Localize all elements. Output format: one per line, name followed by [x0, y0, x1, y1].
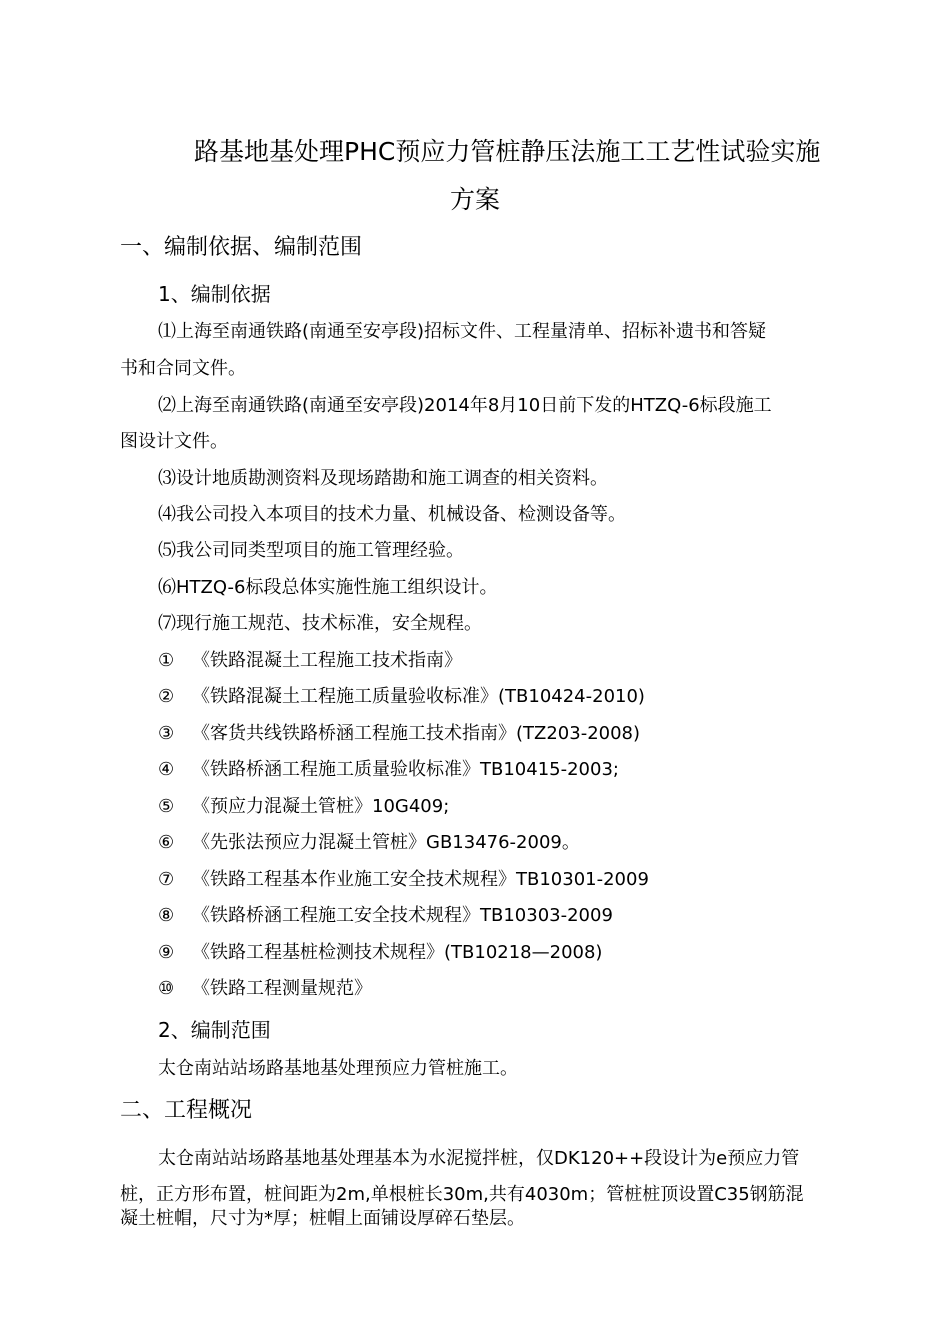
- section-1-heading: 一、编制依据、编制范围: [120, 235, 363, 260]
- overview-paragraph-line-3: 凝土桩帽，尺寸为*厚；桩帽上面铺设厚碎石垫层。: [120, 1208, 525, 1229]
- subsection-2-heading: 2、编制范围: [158, 1018, 271, 1042]
- standard-text: 《铁路桥涵工程施工质量验收标准》TB10415-2003;: [192, 759, 619, 780]
- document-title-line-1: 路基地基处理PHC预应力管桩静压法施工工艺性试验实施: [194, 137, 821, 166]
- standard-text: 《先张法预应力混凝土管桩》GB13476-2009。: [192, 832, 580, 853]
- standard-text: 《铁路混凝土工程施工质量验收标准》(TB10424-2010): [192, 686, 645, 707]
- standard-number: ①: [158, 650, 175, 671]
- standard-number: ④: [158, 759, 175, 780]
- standard-number: ⑨: [158, 942, 175, 963]
- standard-item: [158, 652, 462, 670]
- standard-text: 《客货共线铁路桥涵工程施工技术指南》(TZ203-2008): [192, 723, 641, 744]
- basis-item-1-line-1: ⑴上海至南通铁路(南通至安亭段)招标文件、工程量清单、招标补遗书和答疑: [158, 321, 767, 342]
- standard-item: [158, 761, 619, 779]
- standard-text: 《铁路工程基本作业施工安全技术规程》TB10301-2009: [192, 869, 649, 890]
- standard-number: ⑦: [158, 869, 175, 890]
- document-title-line-2: 方案: [450, 185, 501, 214]
- standard-item: [158, 798, 449, 816]
- subsection-1-heading: 1、编制依据: [158, 282, 271, 306]
- overview-paragraph-line-2: 桩，正方形布置，桩间距为2m,单根桩长30m,共有4030m；管桩桩顶设置C35钢筋混: [120, 1184, 804, 1205]
- standard-text: 《铁路桥涵工程施工安全技术规程》TB10303-2009: [192, 905, 613, 926]
- section-2-heading: 二、工程概况: [120, 1098, 253, 1123]
- standard-number: ③: [158, 723, 175, 744]
- basis-item-5: ⑸我公司同类型项目的施工管理经验。: [158, 540, 464, 561]
- basis-item-2-line-1: ⑵上海至南通铁路(南通至安亭段)2014年8月10日前下发的HTZQ-6标段施工: [158, 395, 772, 416]
- standard-item: [158, 871, 649, 889]
- standard-text: 《铁路工程基桩检测技术规程》(TB10218—2008): [192, 942, 603, 963]
- basis-item-6: ⑹HTZQ-6标段总体实施性施工组织设计。: [158, 577, 498, 598]
- basis-item-1-line-2: 书和合同文件。: [120, 358, 246, 379]
- basis-item-2-line-2: 图设计文件。: [120, 431, 228, 452]
- standard-text: 《预应力混凝土管桩》10G409;: [192, 796, 450, 817]
- overview-paragraph-line-1: 太仓南站站场路基地基处理基本为水泥搅拌桩，仅DK120++段设计为e预应力管: [158, 1148, 800, 1169]
- basis-item-3: ⑶设计地质勘测资料及现场踏勘和施工调查的相关资料。: [158, 468, 608, 489]
- standard-text: 《铁路工程测量规范》: [192, 978, 372, 999]
- standard-item: [158, 907, 613, 925]
- standard-text: 《铁路混凝土工程施工技术指南》: [192, 650, 462, 671]
- standard-number: ⑤: [158, 796, 175, 817]
- standard-number: ⑧: [158, 905, 175, 926]
- standard-item: [158, 688, 645, 706]
- standard-item: [158, 834, 580, 852]
- standard-number: ⑥: [158, 832, 175, 853]
- basis-item-7: ⑺现行施工规范、技术标准，安全规程。: [158, 613, 482, 634]
- standard-number: ⑩: [158, 978, 175, 999]
- standard-item: [158, 980, 372, 998]
- scope-text: 太仓南站站场路基地基处理预应力管桩施工。: [158, 1058, 518, 1079]
- standard-item: [158, 725, 640, 743]
- standard-number: ②: [158, 686, 175, 707]
- basis-item-4: ⑷我公司投入本项目的技术力量、机械设备、检测设备等。: [158, 504, 626, 525]
- standard-item: [158, 944, 602, 962]
